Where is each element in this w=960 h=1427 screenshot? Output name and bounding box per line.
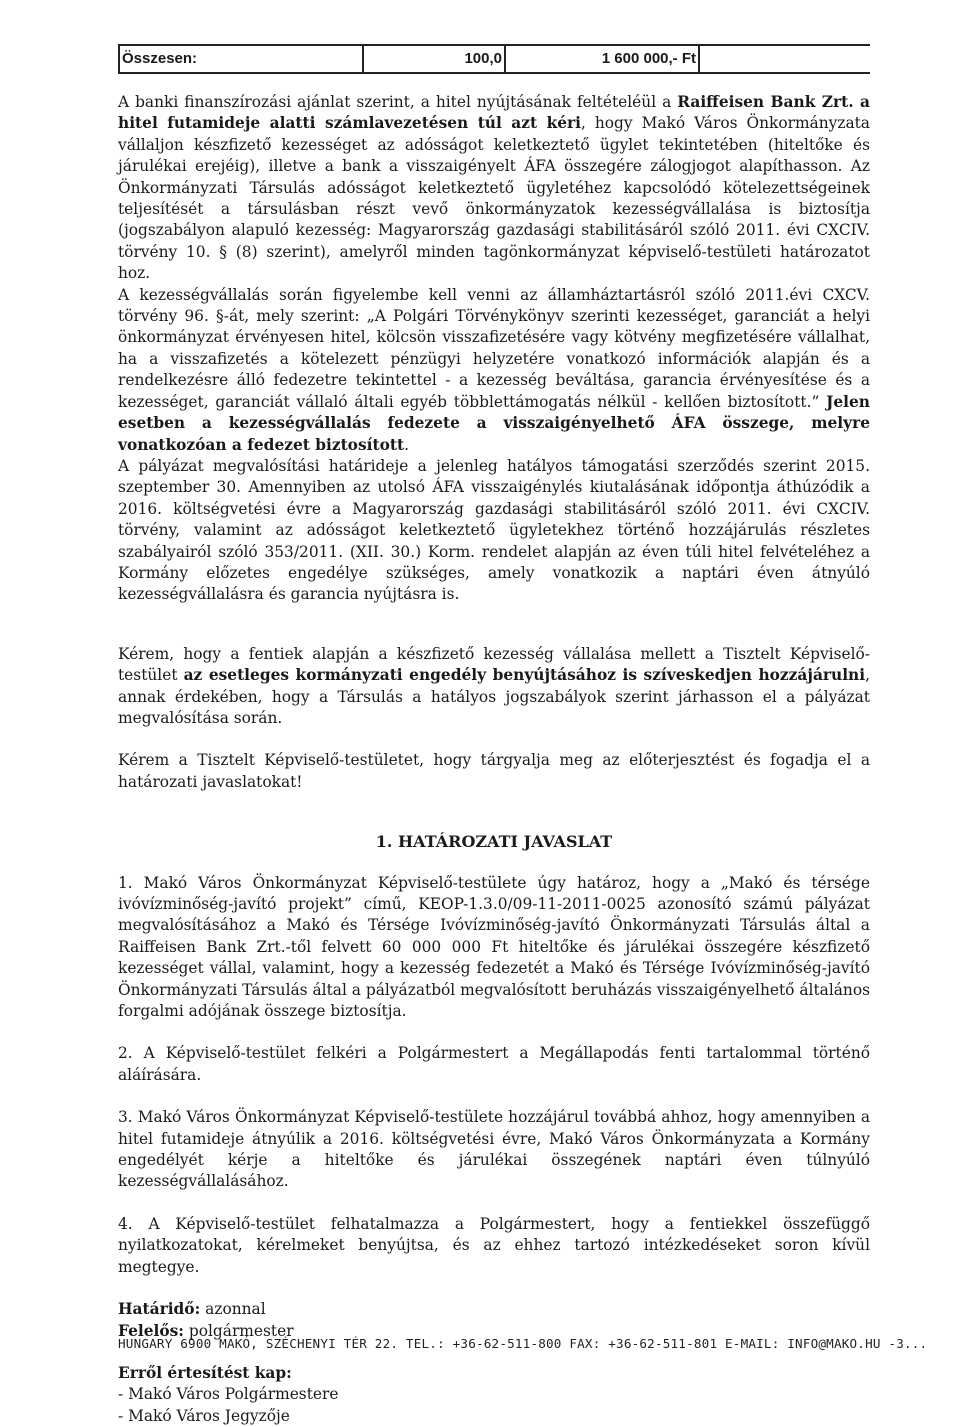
notify-line-1: - Makó Város Polgármestere [118, 1385, 339, 1404]
paragraph-request: Kérem, hogy a fentiek alapján a készfizető kezesség vállalása mellett a Tisztelt Képviselő-testület az esetleges kormányzati engedély benyújtásához is szíveskedjen hozzájárulni, annak érdekében, hogy a Társulás a hatályos jogszabályok szerint járhasson el a pályázat megvalósítása során. [118, 644, 870, 727]
total-label: Összesen: [118, 46, 362, 72]
bold-request: az esetleges kormányzati engedély benyújtásához is szíveskedjen hozzájárulni [183, 666, 866, 685]
responsible-line: Felelős: polgármester [118, 1321, 294, 1340]
paragraph-bank-offer: A banki finanszírozási ajánlat szerint, a hitel nyújtásának feltételéül a Raiffeisen Bank Zrt. a hitel futamideje alatti számlavezetésen túl azt kéri, hogy Makó Város Önkormányzata vállaljon készfizető kezességet az adósságot keletkeztető ügylet tekintetében (hiteltőke és járulékai erejéig), illetve a bank a visszaigényelt ÁFA összegére zálogjogot alapíthasson. Az Önkormányzati Társulás adósságot keletkeztető ügyletéhez kapcsolódó kötelezettségeinek teljesítését a társulásban részt vevő önkormányzatok kezességvállalása is biztosítja (jogszabályon alapuló kezesség: Magyarország gazdasági stabilitásáról szóló 2011. évi CXCIV. törvény 10. § (8) szerint), amelyről minden tagönkormányzat képviselő-testületi határozatot hoz. [118, 93, 870, 283]
document-page [118, 44, 870, 1427]
total-amount: 1 600 000,- Ft [504, 46, 700, 72]
resolution-item-4: 4. A Képviselő-testület felhatalmazza a Polgármestert, hogy a fentiekkel összefüggő nyilatkozatokat, kérelmeket benyújtsa, és az ehhez tartozó intézkedéseket soron kívül megtegye. [118, 1214, 870, 1276]
resolution-item-2: 2. A Képviselő-testület felkéri a Polgármestert a Megállapodás fenti tartalommal történő aláírására. [118, 1044, 870, 1084]
resolution-heading: 1. HATÁROZATI JAVASLAT [375, 832, 613, 852]
paragraph-guarantee-law: A kezességvállalás során figyelembe kell venni az államháztartásról szóló 2011.évi CXCV. törvény 96. §-át, mely szerint: „A Polgári Törvénykönyv szerinti kezességet, garanciát a helyi önkormányzat érvényesen hitel, kölcsön visszafizetésére vagy kötvény megfizetésére vállalhat, ha a visszafizetés a kötelezett pénzügyi helyzetére vonatkozó információk alapján és a rendelkezésre álló fedezetre tekintettel - a kezesség beváltása, garancia érvényesítése és a kezességet, garanciát vállaló általi egyéb többlettámogatás nélkül - kellően biztosított.” Jelen esetben a kezességvállalás fedezete a visszaigényelhető ÁFA összege, melyre vonatkozóan a fedezet biztosított. [118, 285, 870, 454]
resolution-item-1: 1. Makó Város Önkormányzat Képviselő-testülete úgy határoz, hogy a „Makó és térsége ivóvízminőség-javító projekt” című, KEOP-1.3.0/09-11-2011-0025 azonosító számú pályázat megvalósításához a Makó és Térsége Ivóvízminőség-javító Önkormányzati Társulás által a Raiffeisen Bank Zrt.-től felvett 60 000 000 Ft hiteltőke és járulékai összegére készfizető kezességet vállal, valamint, hogy a kezesség fedezetét a Makó és Térsége Ivóvízminőség-javító Önkormányzati Társulás által a pályázatból megvalósított beruházás visszaigényelhető általános forgalmi adójának összege biztosítja. [118, 873, 870, 1021]
total-row [118, 44, 870, 74]
resolution-item-3: 3. Makó Város Önkormányzat Képviselő-testülete hozzájárul továbbá ahhoz, hogy amennyiben a hitel futamideje átnyúlik a 2016. költségvetési évre, Makó Város Önkormányzata a Kormány engedélyét kérje a hiteltőke és járulékai összegének naptári éven túlnyúló kezességvállalásához. [118, 1108, 870, 1191]
bold-coverage: Jelen esetben a kezességvállalás fedezete a visszaigényelhető ÁFA összege, melyre vonatkozóan a fedezet biztosított [118, 392, 870, 454]
paragraph-closing: Kérem a Tisztelt Képviselő-testületet, hogy tárgyalja meg az előterjesztést és fogadja el a határozati javaslatokat! [118, 751, 870, 791]
deadline-line: Határidő: azonnal [118, 1300, 266, 1319]
page-footer: HUNGARY 6900 MAKÓ, SZÉCHENYI TÉR 22. TEL.: +36-62-511-800 FAX: +36-62-511-801 E-MAIL: INFO@MAKO.HU -3... [118, 1336, 928, 1351]
total-percent: 100,0 [362, 46, 504, 72]
paragraph-deadline: A pályázat megvalósítási határideje a jelenleg hatályos támogatási szerződés szerint 2015. szeptember 30. Amennyiben az utolsó ÁFA visszaigénylés kiutalásának időpontja áthúzódik a 2016. költségvetési évre a Magyarország gazdasági stabilitásáról szóló 2011. évi CXCIV. törvény, valamint az adósságot keletkeztető ügyletekhez történő hozzájárulás részletes szabályairól szóló 353/2011. (XII. 30.) Korm. rendelet alapján az éven túli hitel felvételéhez a Kormány előzetes engedélye szükséges, amely vonatkozik a naptári éven átnyúló kezességvállalásra és garancia nyújtásra is. [118, 456, 870, 604]
bold-raiffeisen: Raiffeisen Bank Zrt. a hitel futamideje alatti számlavezetésen túl azt kéri [118, 93, 870, 133]
notify-label: Erről értesítést kap: [118, 1363, 292, 1382]
notify-line-2: - Makó Város Jegyzője [118, 1406, 290, 1425]
